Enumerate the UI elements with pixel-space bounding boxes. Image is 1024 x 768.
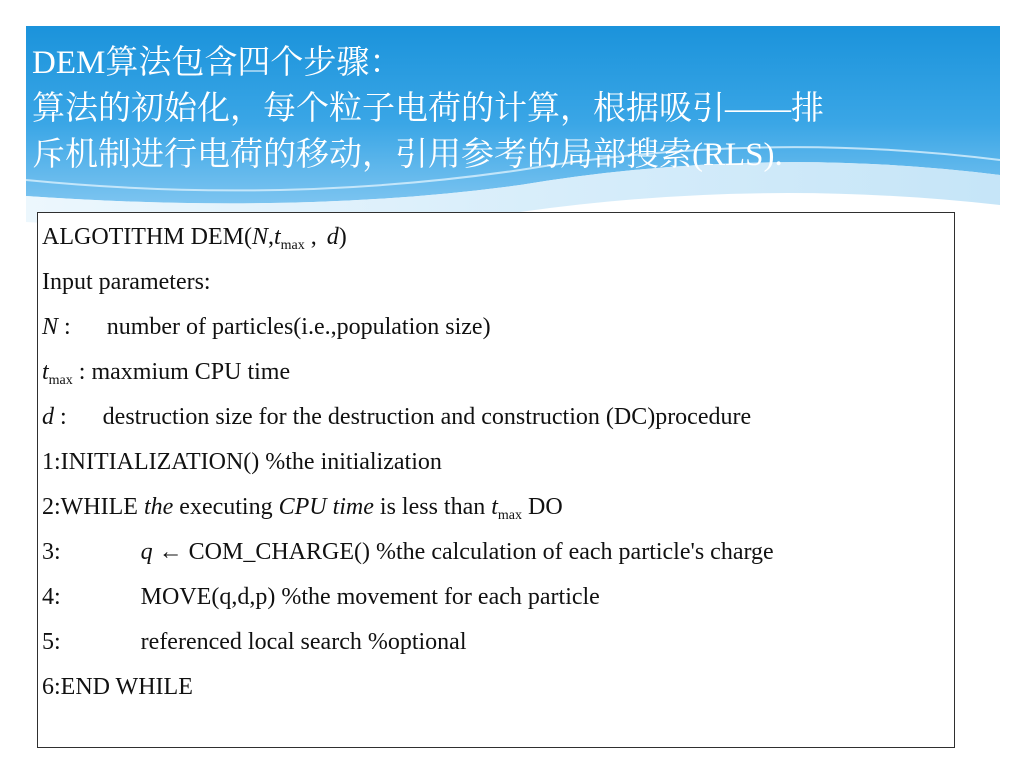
step-4 [42, 577, 600, 617]
algorithm-prefix: ALGOTITHM DEM( [42, 224, 252, 250]
step-2-less-than: is less than [373, 494, 492, 520]
param-d-line [42, 397, 751, 437]
slide-title [32, 40, 1012, 178]
param-n: N [251, 224, 268, 250]
comma: , [267, 224, 274, 250]
step-2-t: t [491, 494, 498, 520]
left-arrow-icon: ← [152, 539, 189, 565]
algorithm-suffix: ) [338, 224, 347, 250]
step-1: 1:INITIALIZATION() %the initialization [42, 449, 442, 475]
title-line-3: 斥机制进行电荷的移动，引用参考的局部搜索(RLS). [32, 137, 783, 173]
step-2-t-sub: max [497, 508, 523, 523]
param-t-subscript: max [280, 238, 305, 253]
param-d-var: d [42, 404, 54, 430]
step-2-the: the [143, 494, 174, 520]
step-6: 6:END WHILE [42, 674, 193, 700]
param-d-desc: destruction size for the destruction and construction (DC)procedure [102, 404, 752, 430]
step-2-cpu-time: CPU time [278, 494, 374, 520]
comma: , [304, 224, 317, 250]
param-tmax-line [42, 352, 290, 392]
step-4-num: 4: [42, 584, 61, 610]
param-d-colon: : [54, 404, 67, 430]
step-2-executing: executing [173, 494, 279, 520]
title-line-2: 算法的初始化，每个粒子电荷的计算，根据吸引——排 [32, 91, 824, 127]
param-n-desc: number of particles(i.e.,population size) [106, 314, 491, 340]
algorithm-box [37, 212, 955, 748]
title-line-1: DEM算法包含四个步骤： [32, 45, 403, 81]
param-d: d [326, 224, 339, 250]
step-5 [42, 622, 467, 662]
step-5-rest: referenced local search %optional [140, 629, 467, 655]
step-4-rest: MOVE(q,d,p) %the movement for each particle [140, 584, 600, 610]
param-t-sub: max [48, 373, 73, 388]
step-5-num: 5: [42, 629, 61, 655]
step-2-while: 2:WHILE [42, 494, 144, 520]
step-3 [42, 532, 774, 572]
param-t: t [273, 224, 281, 250]
param-n-var: N [42, 314, 59, 340]
step-3-num: 3: [42, 539, 61, 565]
param-t-var: t [42, 359, 49, 385]
algorithm-header [42, 217, 347, 257]
param-n-line [42, 307, 491, 347]
step-2-do: DO [522, 494, 563, 520]
step-3-q: q [140, 539, 153, 565]
step-3-rest: COM_CHARGE() %the calculation of each particle's charge [188, 539, 774, 565]
param-t-desc: : maxmium CPU time [72, 359, 291, 385]
input-parameters-label: Input parameters: [42, 269, 211, 295]
step-2 [42, 487, 563, 527]
param-n-colon: : [58, 314, 71, 340]
